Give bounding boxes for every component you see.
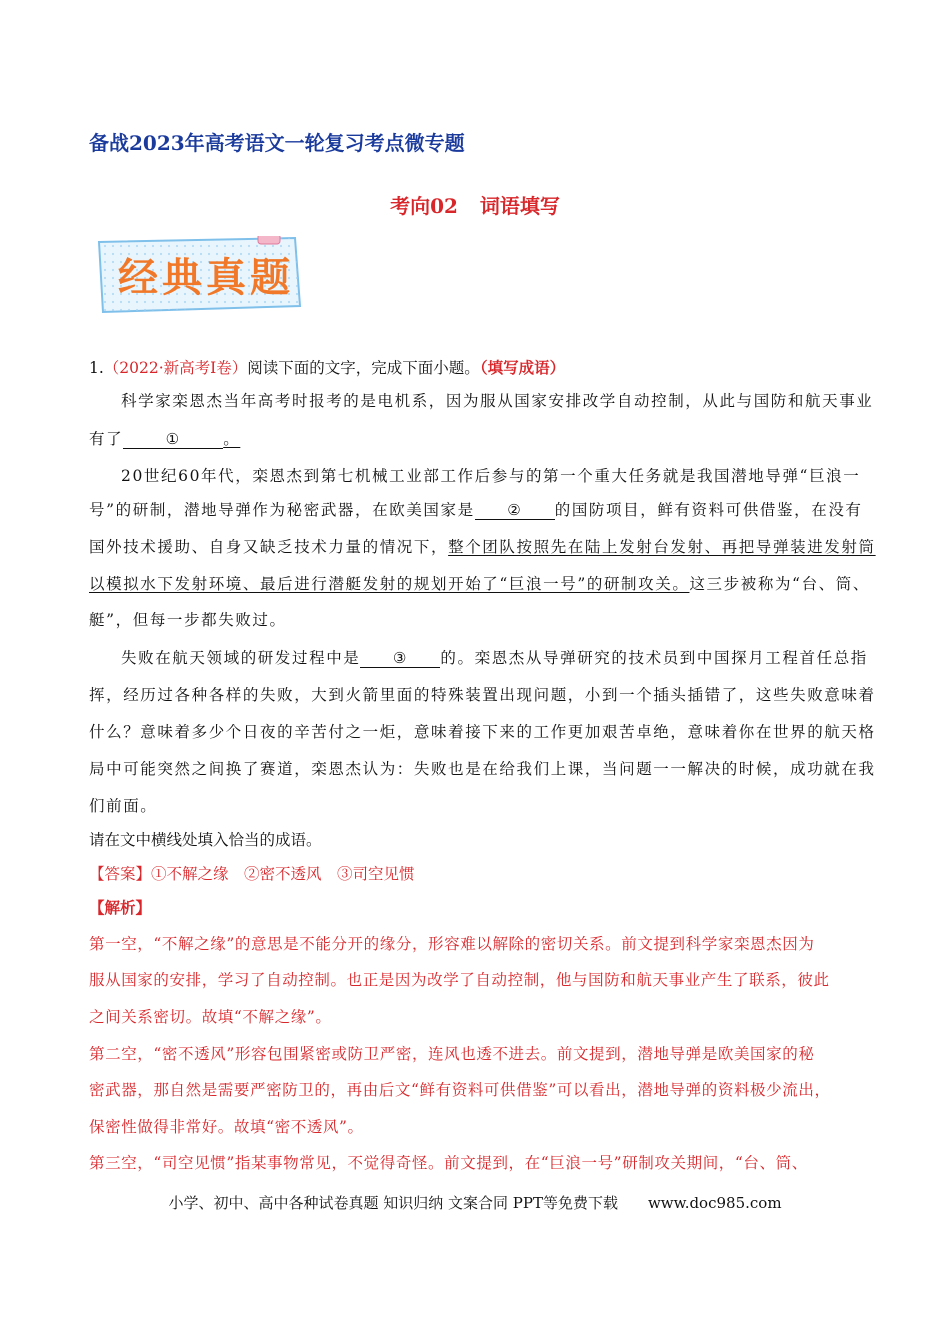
question-prompt: 请在文中横线处填入恰当的成语。 bbox=[89, 831, 322, 849]
blank-1: ① bbox=[123, 430, 223, 449]
passage-text: 。 bbox=[223, 430, 241, 448]
section-title bbox=[0, 190, 950, 219]
analysis-line: 第二空，“密不透风”形容包围紧密或防卫严密，连风也透不进去。前文提到，潜地导弹是欧美国家的秘 bbox=[89, 1045, 815, 1063]
passage-line bbox=[121, 646, 868, 668]
analysis-line: 保密性做得非常好。故填“密不透风”。 bbox=[89, 1118, 364, 1136]
passage-line: 们前面。 bbox=[89, 797, 158, 815]
passage-line bbox=[89, 427, 240, 449]
blank-2: ② bbox=[475, 501, 555, 520]
passage-line: 科学家栾恩杰当年高考时报考的是电机系，因为服从国家安排改学自动控制，从此与国防和航天事业 bbox=[121, 392, 874, 410]
section-name: 词语填写 bbox=[479, 194, 560, 218]
passage-line: 艇”，但每一步都失败过。 bbox=[89, 611, 287, 629]
badge-label: 经典真题 bbox=[118, 255, 294, 301]
question-source: （2022·新高考I卷） bbox=[103, 359, 248, 377]
answer-line bbox=[89, 862, 415, 884]
question-header bbox=[89, 356, 565, 378]
answer-label: 【答案】 bbox=[89, 865, 152, 883]
answer-text: ①不解之缘 ②密不透风 ③司空见惯 bbox=[151, 865, 415, 883]
passage-line bbox=[89, 572, 870, 594]
passage-line: 什么？意味着多少个日夜的辛苦付之一炬，意味着接下来的工作更加艰苦卓绝，意味着你在世界的航天格 bbox=[89, 723, 876, 741]
passage-text: 这三步被称为“台、筒、 bbox=[689, 575, 870, 593]
analysis-label: 【解析】 bbox=[89, 898, 152, 917]
analysis-line: 之间关系密切。故填“不解之缘”。 bbox=[89, 1008, 332, 1026]
question-instruction: 阅读下面的文字，完成下面小题。 bbox=[247, 359, 480, 377]
analysis-line: 服从国家的安排，学习了自动控制。也正是因为改学了自动控制，他与国防和航天事业产生了联系，彼此 bbox=[89, 971, 830, 989]
analysis-line: 第三空，“司空见惯”指某事物常见，不觉得奇怪。前文提到，在“巨浪一号”研制攻关期间，“台、筒、 bbox=[89, 1154, 808, 1172]
passage-text: 的国防项目，鲜有资料可供借鉴，在没有 bbox=[554, 501, 863, 519]
underlined-text: 整个团队按照先在陆上发射台发射、再把导弹装进发射筒 bbox=[448, 538, 876, 556]
passage-line: 挥，经历过各种各样的失败，大到火箭里面的特殊装置出现问题，小到一个插头插错了，这些失败意味着 bbox=[89, 686, 876, 704]
passage-text: 失败在航天领域的研发过程中是 bbox=[121, 649, 361, 667]
passage-text: 国外技术援助、自身又缺乏技术力量的情况下， bbox=[89, 538, 449, 556]
passage-text: 的。栾恩杰从导弹研究的技术员到中国探月工程首任总指 bbox=[440, 649, 868, 667]
passage-line bbox=[89, 535, 876, 557]
analysis-line: 第一空，“不解之缘”的意思是不能分开的缘分，形容难以解除的密切关系。前文提到科学家栾恩杰因为 bbox=[89, 935, 815, 953]
passage-line: 20世纪60年代，栾恩杰到第七机械工业部工作后参与的第一个重大任务就是我国潜地导弹“巨浪一 bbox=[121, 467, 861, 485]
question-number: 1. bbox=[89, 359, 104, 377]
section-number: 考向02 bbox=[390, 194, 458, 218]
passage-line: 局中可能突然之间换了赛道，栾恩杰认为：失败也是在给我们上课，当问题一一解决的时候，成功就在我 bbox=[89, 760, 876, 778]
page-footer: 小学、初中、高中各种试卷真题 知识归纳 文案合同 PPT等免费下载 www.doc985.com bbox=[168, 1194, 782, 1212]
blank-3: ③ bbox=[360, 649, 440, 668]
analysis-line: 密武器，那自然是需要严密防卫的，再由后文“鲜有资料可供借鉴”可以看出，潜地导弹的资料极少流出， bbox=[89, 1081, 831, 1099]
document-title: 备战2023年高考语文一轮复习考点微专题 bbox=[89, 131, 465, 155]
underlined-text: 以模拟水下发射环境、最后进行潜艇发射的规划开始了“巨浪一号”的研制攻关。 bbox=[89, 575, 690, 593]
passage-text: 有了 bbox=[89, 430, 124, 448]
passage-text: 号”的研制，潜地导弹作为秘密武器，在欧美国家是 bbox=[89, 501, 475, 519]
passage-line bbox=[89, 498, 863, 520]
question-type-tag: （填写成语） bbox=[479, 358, 566, 377]
